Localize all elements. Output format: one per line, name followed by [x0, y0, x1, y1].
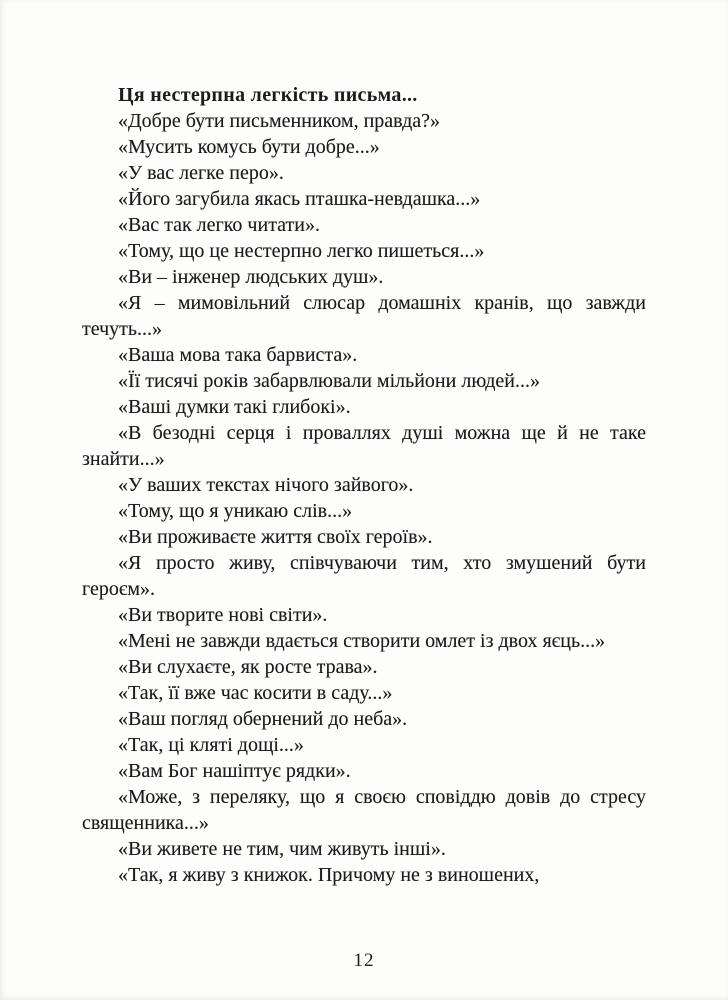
quote-paragraph: «Так, ці кляті дощі...» [118, 734, 304, 756]
page-number: 12 [353, 950, 375, 971]
quote-paragraph: «У вас легке перо». [118, 162, 284, 184]
quote-paragraph: «Ви творите нові світи». [118, 604, 328, 626]
quote-paragraph: «Ви слухаєте, як росте трава». [118, 656, 378, 678]
quote-paragraph: «Ваші думки такі глибокі». [118, 396, 351, 418]
quote-paragraph: «У ваших текстах нічого зайвого». [118, 474, 414, 496]
quote-paragraph: «Його загубила якась пташка-невдашка...» [118, 188, 481, 210]
quote-paragraph: «Її тисячі років забарвлювали мільйони людей...» [118, 370, 541, 392]
quote-paragraph: «Ви живете не тим, чим живуть інші». [118, 838, 446, 860]
quote-paragraph: «Я – мимовільний слюсар домашніх кранів, що завжди течуть...» [82, 292, 646, 340]
quote-paragraph: «Мусить комусь бути добре...» [118, 136, 380, 158]
quote-paragraph: «Ви – інженер людських душ». [118, 266, 384, 288]
quote-paragraph: «Ваша мова така барвиста». [118, 344, 358, 366]
quote-paragraph: «Тому, що це нестерпно легко пишеться...» [118, 240, 485, 262]
quote-paragraph: «Може, з переляку, що я своєю сповіддю довів до стресу священника...» [82, 786, 646, 834]
paragraph-list [82, 108, 646, 888]
quote-paragraph: «Тому, що я уникаю слів...» [118, 500, 353, 522]
quote-paragraph: «Я просто живу, співчуваючи тим, хто змушений бути героєм». [82, 552, 646, 600]
quote-paragraph: «Вас так легко читати». [118, 214, 320, 236]
quote-paragraph: «Так, я живу з книжок. Причому не з виношених, [118, 864, 540, 886]
quote-paragraph: «Мені не завжди вдається створити омлет із двох яєць...» [118, 630, 606, 652]
page-title: Ця нестерпна легкість письма... [118, 84, 418, 106]
quote-paragraph: «Так, її вже час косити в саду...» [118, 682, 393, 704]
quote-paragraph: «Вам Бог нашіптує рядки». [118, 760, 351, 782]
quote-paragraph: «В безодні серця і проваллях душі можна ще й не таке знайти...» [82, 422, 646, 470]
quote-paragraph: «Ви проживаєте життя своїх героїв». [118, 526, 433, 548]
quote-paragraph: «Ваш погляд обернений до неба». [118, 708, 408, 730]
quote-paragraph: «Добре бути письменником, правда?» [118, 110, 441, 132]
